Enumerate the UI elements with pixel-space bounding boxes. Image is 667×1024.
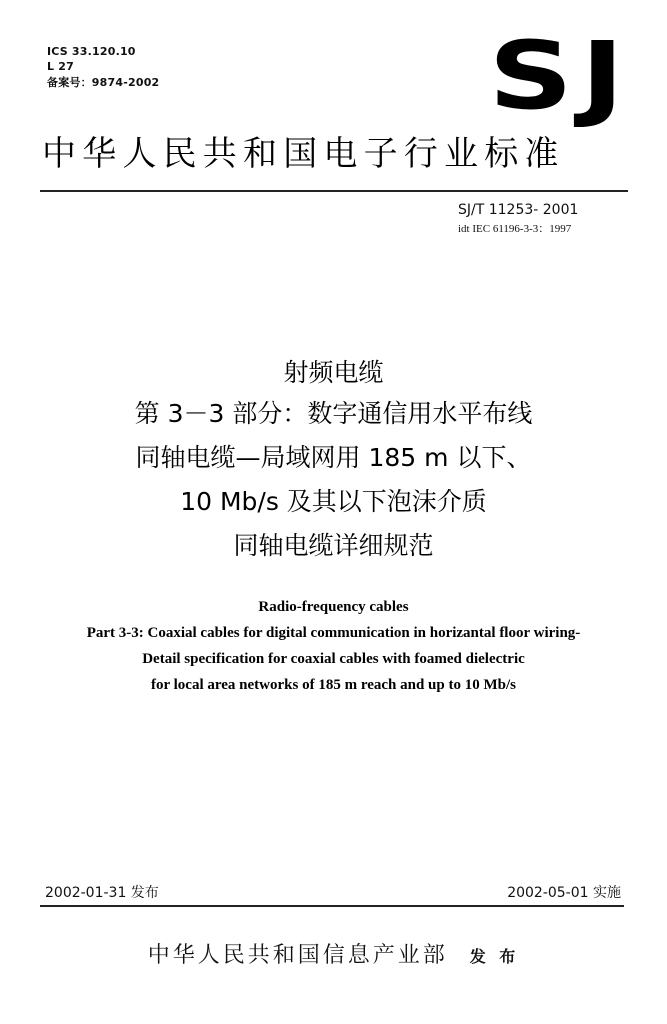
idt-reference: idt IEC 61196-3-3：1997 [458, 223, 572, 235]
ics-code: ICS 33.120.10 [47, 45, 136, 58]
en-title-line-1: Radio-frequency cables [258, 599, 409, 615]
issue-date: 2002-01-31 发布 [45, 885, 159, 901]
cn-title-line-4: 10 Mb/s 及其以下泡沫介质 [180, 487, 487, 516]
footer-rule [40, 905, 624, 907]
header-rule [40, 190, 628, 192]
cn-title-line-5: 同轴电缆详细规范 [233, 531, 434, 560]
en-title-line-3: Detail specification for coaxial cables with foamed dielectric [142, 651, 525, 667]
en-title-line-2: Part 3-3: Coaxial cables for digital communication in horizantal floor wiring- [86, 625, 581, 641]
implementation-date: 2002-05-01 实施 [507, 885, 621, 901]
issuer [0, 942, 667, 971]
cn-title-line-3: 同轴电缆—局域网用 185 m 以下、 [135, 443, 532, 472]
issuer-name: 中华人民共和国信息产业部 [147, 943, 448, 968]
ccs-code: L 27 [47, 60, 74, 73]
issuer-action: 发 布 [469, 947, 520, 966]
en-title-line-4: for local area networks of 185 m reach and up to 10 Mb/s [151, 677, 516, 693]
standard-category-title: 中华人民共和国电子行业标准 [42, 134, 565, 174]
sj-logo: SJ [488, 22, 632, 131]
standard-number: SJ/T 11253- 2001 [458, 202, 579, 218]
cn-title-line-2: 第 3－3 部分：数字通信用水平布线 [134, 399, 533, 428]
cn-title-line-1: 射频电缆 [283, 358, 384, 387]
filing-number: 备案号：9874-2002 [47, 76, 160, 89]
